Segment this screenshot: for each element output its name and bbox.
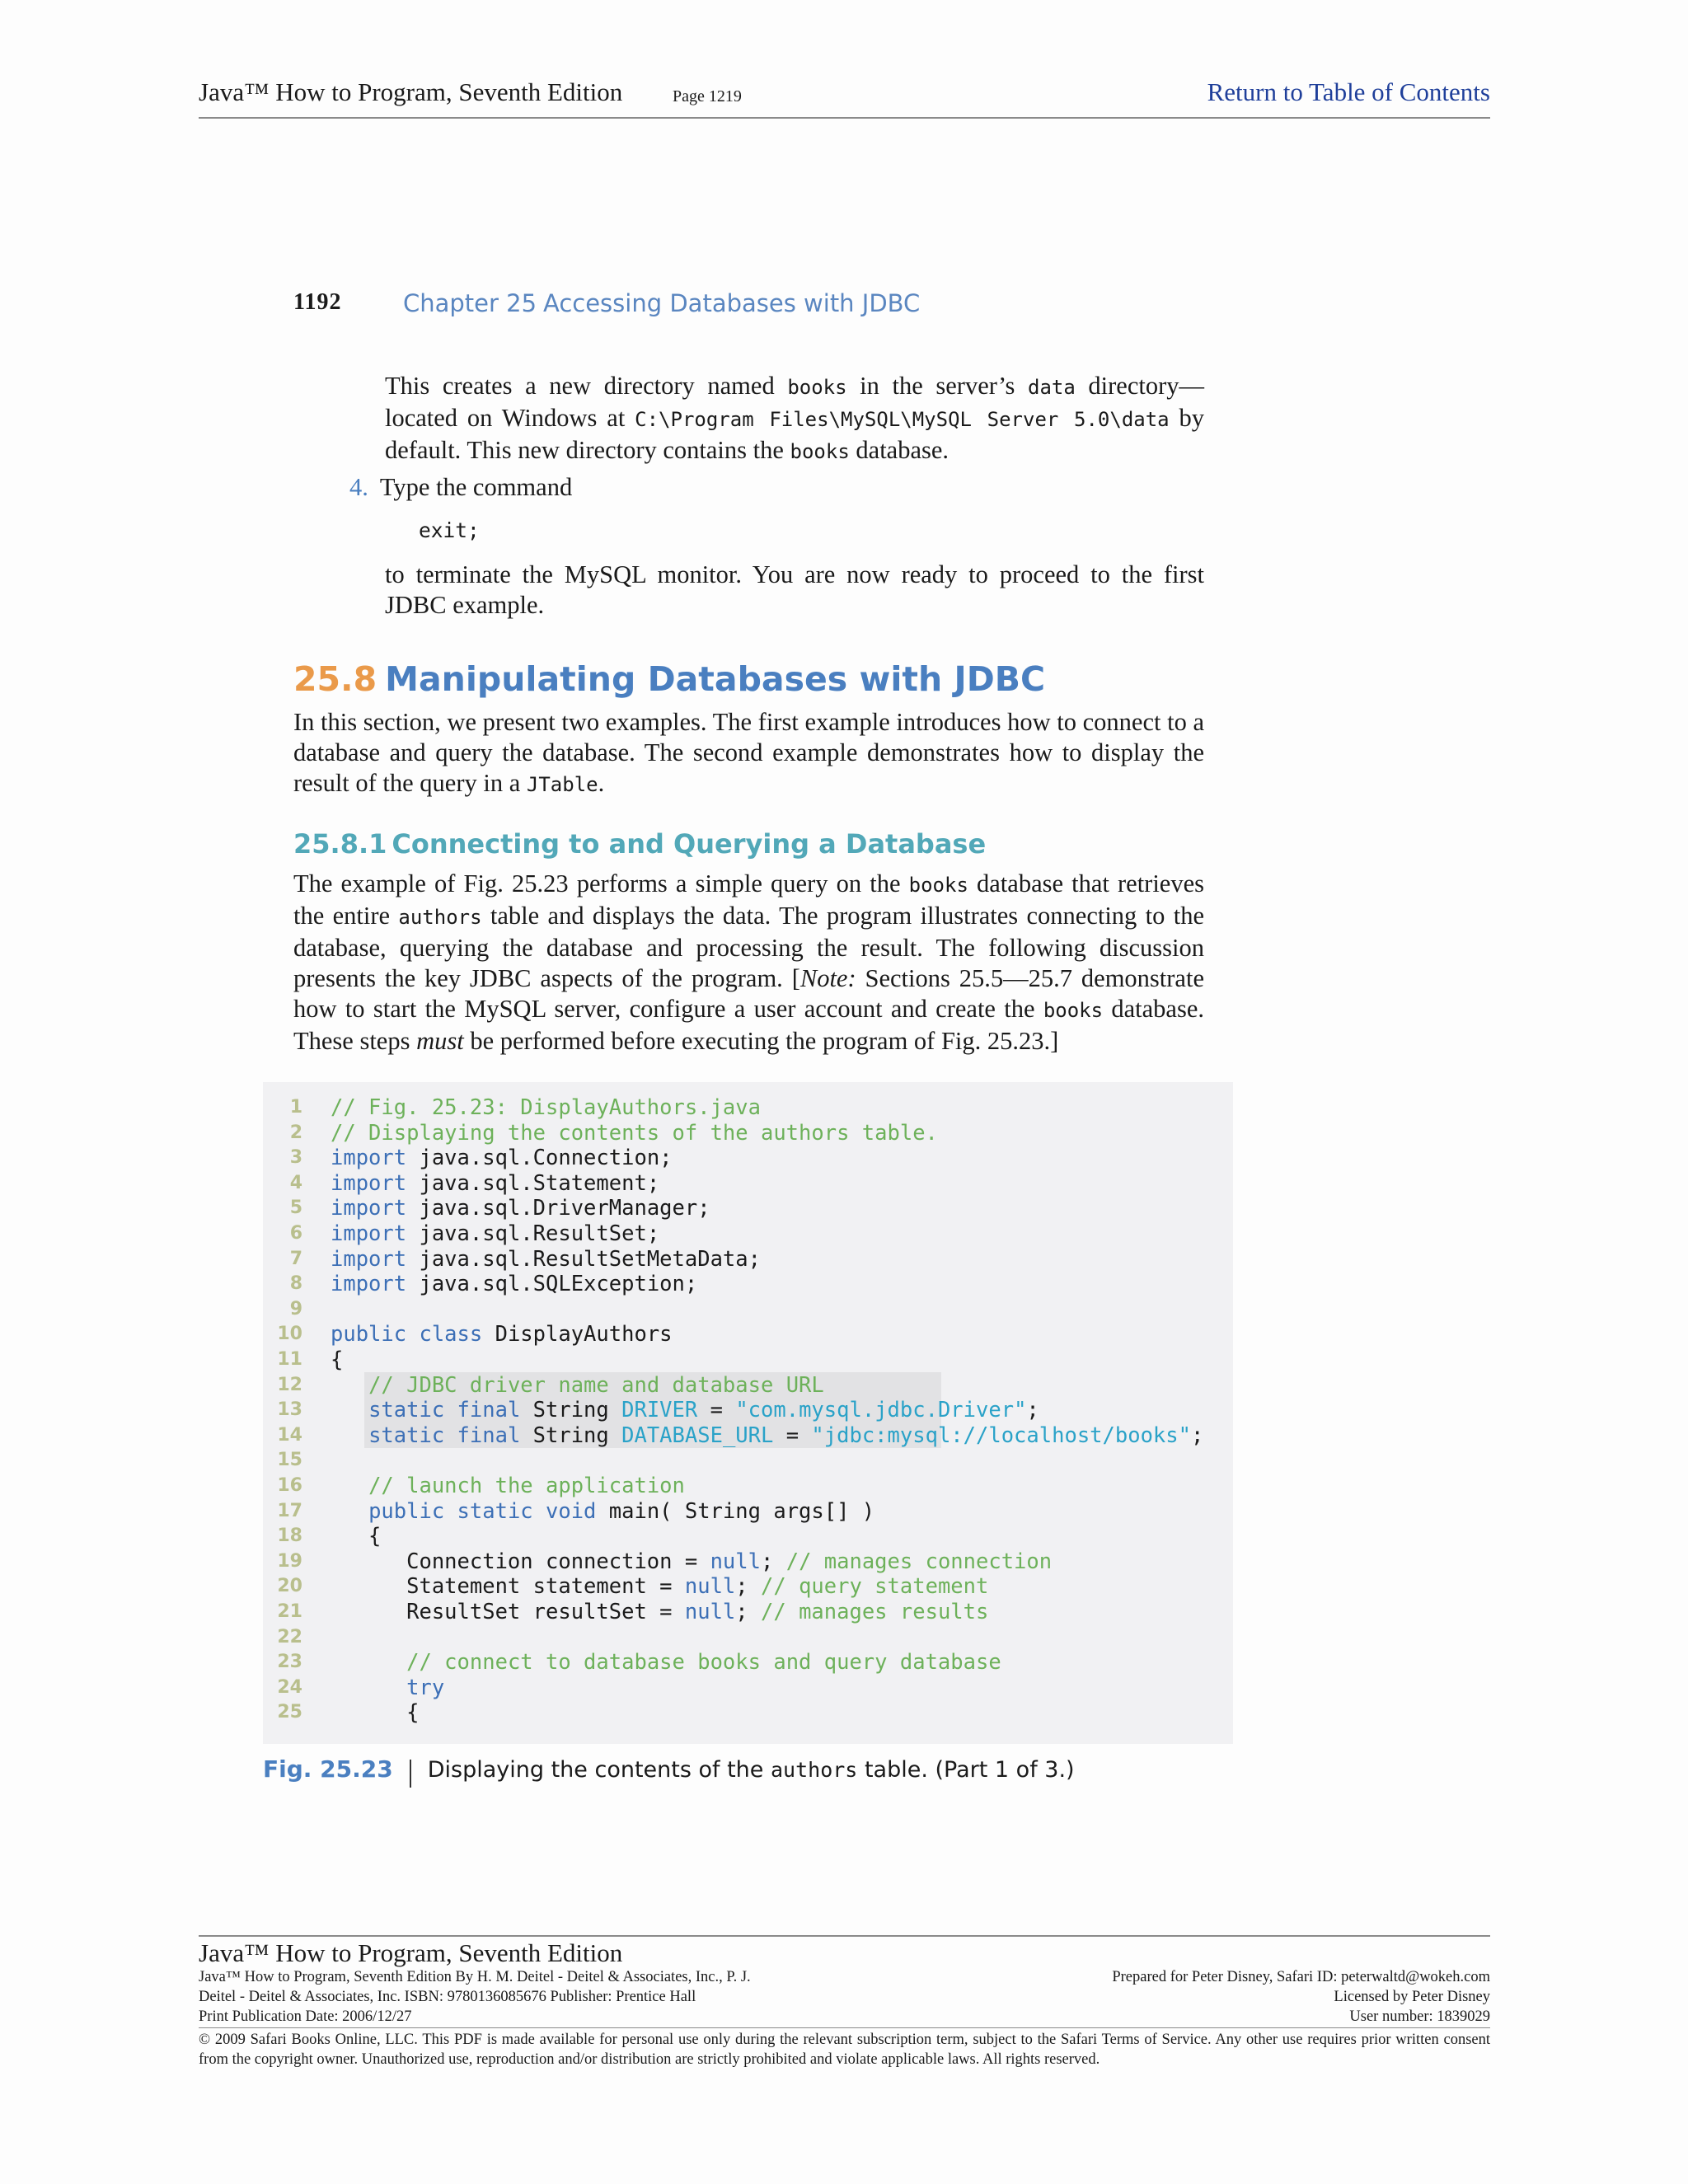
line-number: 15 <box>277 1450 302 1471</box>
return-to-toc-link[interactable]: Return to Table of Contents <box>1207 77 1490 106</box>
book-title: Java™ How to Program, Seventh Edition <box>199 77 623 106</box>
footer-publication-date: Print Publication Date: 2006/12/27 <box>199 2008 412 2025</box>
section-title: Manipulating Databases with JDBC <box>385 659 1046 699</box>
line-number: 7 <box>289 1248 302 1269</box>
line-number: 2 <box>289 1122 302 1143</box>
line-number: 19 <box>277 1550 302 1572</box>
footer-prepared-for: Prepared for Peter Disney, Safari ID: peterwaltd@wokeh.com <box>1112 1969 1490 1985</box>
line-number: 20 <box>277 1576 302 1597</box>
footer-copyright: © 2009 Safari Books Online, LLC. This PDF is made available for personal use only during the relevant subscription term, subject to the Safari Terms of Service. Any other use requires prior written consent from the copyright owner. Unauthorized use, reproduction and/or distribution are strictly prohibited and violate applicable laws. All rights reserved. <box>199 2032 1490 2068</box>
figure-caption <box>263 1755 1075 1788</box>
code-text: // Displaying the contents of the authors table. <box>331 1120 938 1146</box>
code-text: ResultSet resultSet = null; // manages results <box>331 1600 989 1624</box>
footer-divider <box>199 2027 1490 2028</box>
code-text: Statement statement = null; // query statement <box>331 1574 989 1600</box>
footer-licensed-by: Licensed by Peter Disney <box>1334 1989 1490 2005</box>
caption-text: Displaying the contents of the authors table. (Part 1 of 3.) <box>427 1757 1075 1783</box>
code-listing <box>263 1082 1233 1744</box>
paragraph-terminate: to terminate the MySQL monitor. You are now ready to proceed to the first JDBC example. <box>385 560 1204 619</box>
line-number: 23 <box>277 1652 302 1673</box>
line-number: 11 <box>277 1349 302 1370</box>
step-item <box>349 473 572 502</box>
page-label: Page 1219 <box>673 87 742 105</box>
section-heading <box>293 659 1045 699</box>
figure-label: Fig. 25.23 <box>263 1755 393 1783</box>
subsection-heading <box>293 828 986 860</box>
line-number: 16 <box>277 1475 302 1496</box>
code-text: import java.sql.ResultSet; <box>331 1221 660 1246</box>
line-number: 13 <box>277 1399 302 1421</box>
code-text: { <box>331 1524 382 1549</box>
line-number: 1 <box>289 1097 302 1118</box>
caption-separator <box>410 1760 411 1788</box>
code-text: { <box>331 1347 344 1372</box>
line-number: 4 <box>289 1172 302 1193</box>
code-text: import java.sql.Connection; <box>331 1146 673 1171</box>
code-text: import java.sql.DriverManager; <box>331 1196 710 1221</box>
line-number: 12 <box>277 1374 302 1395</box>
line-number: 8 <box>289 1273 302 1295</box>
code-text: static final String DRIVER = "com.mysql.jdbc.Driver"; <box>368 1398 1039 1423</box>
footer-book-info: Java™ How to Program, Seventh Edition By H. M. Deitel - Deitel & Associates, Inc., P. J. <box>199 1969 751 1985</box>
line-number: 18 <box>277 1526 302 1547</box>
code-text: import java.sql.SQLException; <box>331 1272 698 1297</box>
code-text: // Fig. 25.23: DisplayAuthors.java <box>331 1095 761 1120</box>
line-number: 24 <box>277 1676 302 1698</box>
command-code: exit; <box>419 518 480 542</box>
code-text: public static void main( String args[] ) <box>368 1498 875 1524</box>
paragraph-example: The example of Fig. 25.23 performs a simple query on the books database that retrieves the entire authors table and displays the data. The program illustrates connecting to the database, querying the database and processing the result. The following discussion presents the key JDBC aspects of the program. [Note: Sections 25.5—25.7 demonstrate how to start the MySQL server, configure a user account and create the books database. These steps must be performed before executing the program of Fig. 25.23.] <box>293 869 1204 1055</box>
top-header <box>199 76 1490 119</box>
chapter-label: Chapter 25 <box>403 289 537 317</box>
code-text: public class DisplayAuthors <box>331 1322 673 1347</box>
line-number: 10 <box>277 1324 302 1345</box>
code-text: { <box>331 1700 420 1726</box>
code-text: // connect to database books and query database <box>406 1650 1001 1675</box>
section-number: 25.8 <box>293 659 377 699</box>
code-text: Connection connection = null; // manages connection <box>331 1549 1053 1574</box>
line-number: 17 <box>277 1500 302 1521</box>
code-text: // launch the application <box>368 1474 685 1498</box>
paragraph-directory: This creates a new directory named books in the server’s data directory—located on Windows at C:\Program Files\MySQL\MySQL Server 5.0\data by default. This new directory contains the books database. <box>385 372 1205 464</box>
footer <box>199 1935 1490 2068</box>
line-number: 22 <box>277 1626 302 1647</box>
footer-title: Java™ How to Program, Seventh Edition <box>199 1938 623 1967</box>
line-number: 25 <box>277 1702 302 1723</box>
line-number: 14 <box>277 1424 302 1446</box>
footer-user-number: User number: 1839029 <box>1349 2008 1490 2025</box>
step-label: Type the command <box>379 473 573 501</box>
subsection-number: 25.8.1 <box>293 828 387 860</box>
code-text: try <box>406 1675 445 1700</box>
code-text: static final String DATABASE_URL = "jdbc:mysql://localhost/books"; <box>368 1422 1204 1448</box>
footer-isbn: Deitel - Deitel & Associates, Inc. ISBN: 9780136085676 Publisher: Prentice Hall <box>199 1989 696 2005</box>
step-number: 4. <box>349 473 368 501</box>
line-number: 5 <box>289 1197 302 1219</box>
chapter-title: Accessing Databases with JDBC <box>543 289 921 317</box>
line-number: 3 <box>289 1147 302 1169</box>
page-number: 1192 <box>293 289 342 315</box>
line-number: 21 <box>277 1601 302 1622</box>
subsection-title: Connecting to and Querying a Database <box>392 828 987 860</box>
code-text: import java.sql.ResultSetMetaData; <box>331 1246 761 1272</box>
paragraph-section-intro: In this section, we present two examples. The first example introduces how to connect to a database and query the database. The second example demonstrates how to display the result of the query in a JTable. <box>293 708 1204 797</box>
code-text: import java.sql.Statement; <box>331 1170 660 1196</box>
line-number: 9 <box>289 1298 302 1319</box>
line-number: 6 <box>289 1223 302 1244</box>
code-text: // JDBC driver name and database URL <box>368 1372 824 1398</box>
